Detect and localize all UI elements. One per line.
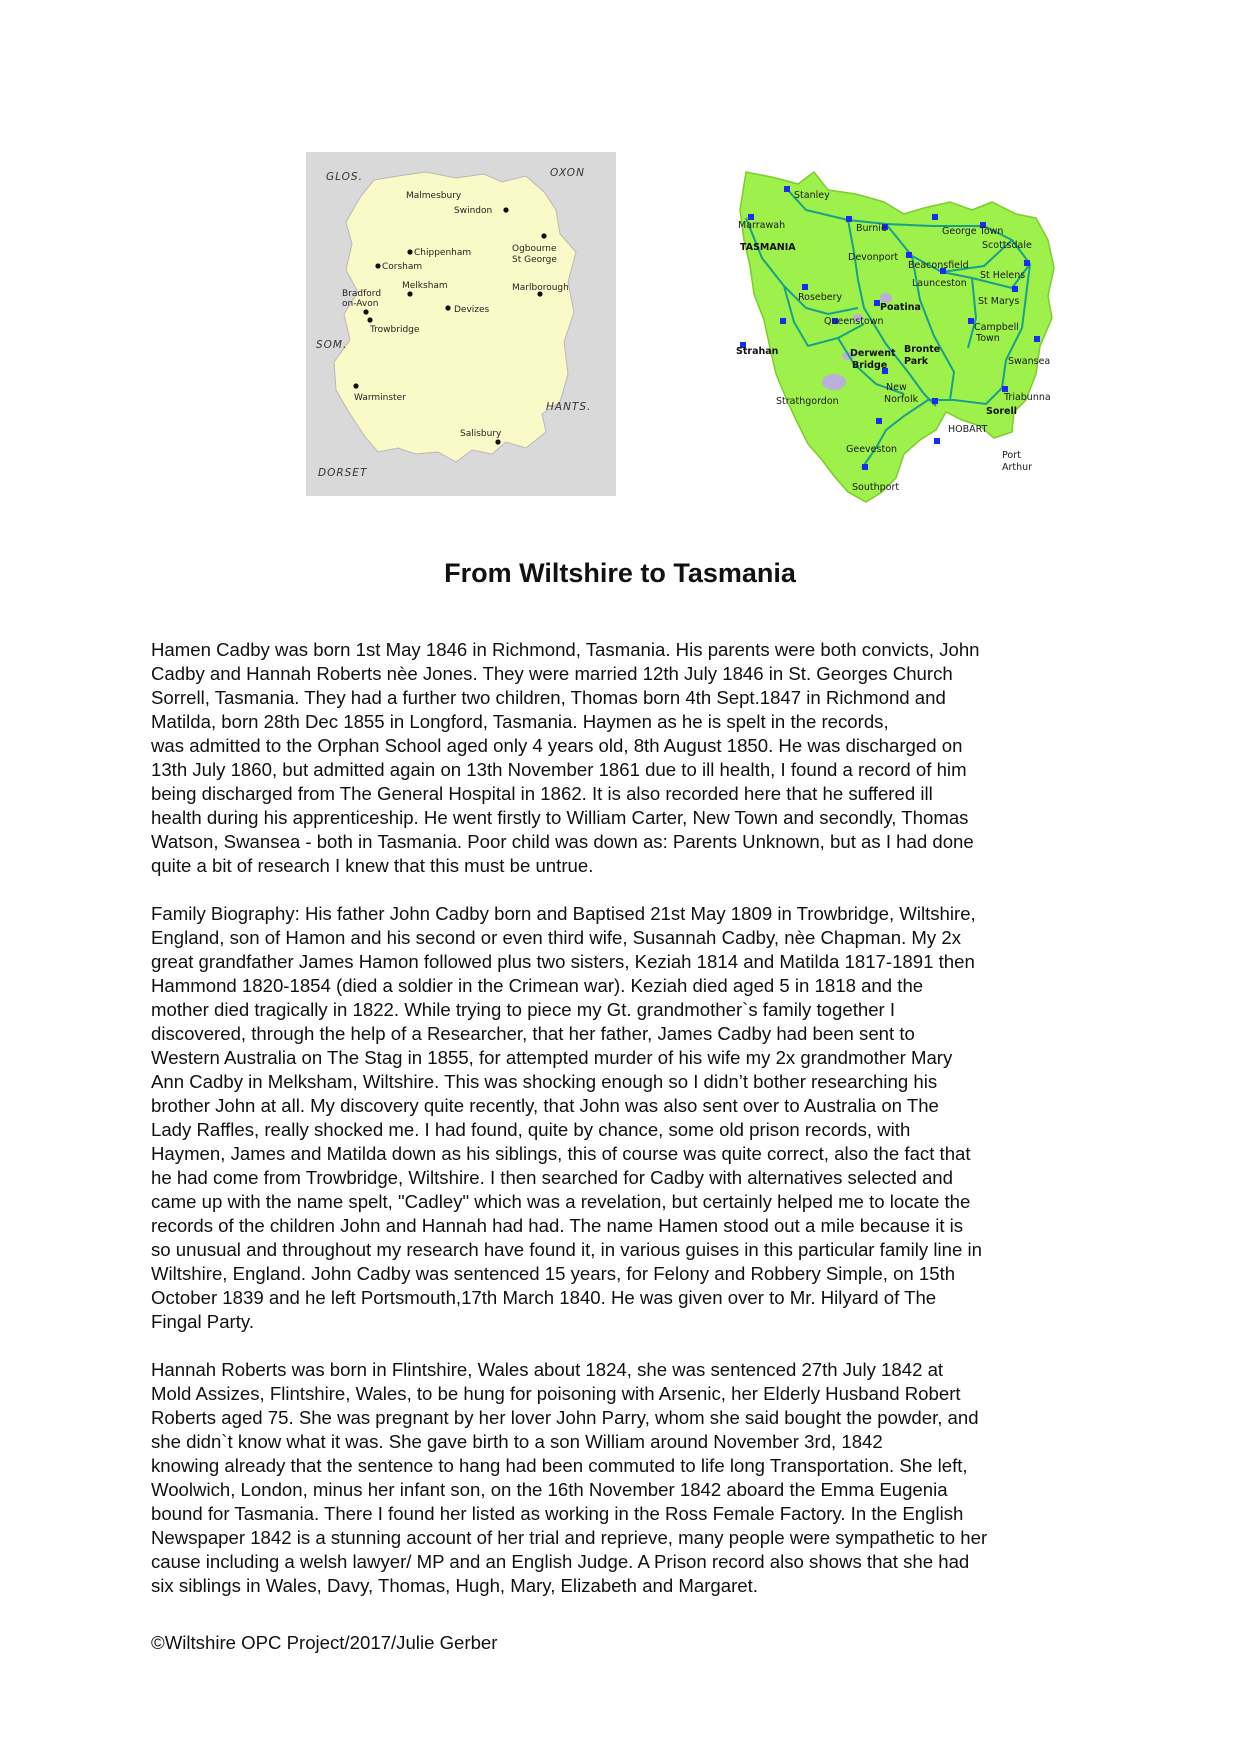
tas-label-swansea: Swansea — [1008, 356, 1051, 367]
town-marker — [906, 252, 912, 258]
town-marker — [862, 464, 868, 470]
tas-label-norfolk: Norfolk — [884, 394, 919, 405]
town-marker — [784, 186, 790, 192]
text-line: brother John at all. My discovery quite recently, that John was also sent over to Australia on The — [151, 1095, 939, 1116]
town-label-malmesbury: Malmesbury — [406, 191, 462, 201]
town-label-warminster: Warminster — [354, 393, 406, 403]
tas-label-new: New — [886, 382, 907, 393]
town-label-salisbury: Salisbury — [460, 429, 502, 439]
tas-label-port: Port — [1002, 450, 1021, 461]
text-line: mother died tragically in 1822. While trying to piece my Gt. grandmother`s family together I — [151, 999, 896, 1020]
town-label-bradford: Bradford — [342, 289, 382, 299]
tas-label-scottsdale: Scottsdale — [982, 240, 1032, 251]
tasmania-map — [736, 168, 1066, 508]
text-line: Matilda, born 28th Dec 1855 in Longford, Tasmania. Haymen as he is spelt in the records, — [151, 711, 889, 732]
tas-label-queenstown: Queenstown — [824, 316, 884, 327]
text-line: records of the children John and Hannah had had. The name Hamen stood out a mile because it is — [151, 1215, 964, 1236]
text-line: October 1839 and he left Portsmouth,17th March 1840. He was given over to Mr. Hilyard of The — [151, 1287, 937, 1308]
tas-label-arthur: Arthur — [1002, 462, 1033, 473]
text-line: was admitted to the Orphan School aged only 4 years old, 8th August 1850. He was discharged on — [151, 735, 963, 756]
town-dot-bradford — [363, 309, 368, 314]
region-label-oxon: OXON — [550, 167, 585, 179]
tas-label-town: Town — [976, 333, 1000, 344]
tas-label-bridge: Bridge — [852, 360, 888, 371]
tas-label-burnie: Burnie — [856, 223, 887, 234]
town-marker — [1024, 260, 1030, 266]
town-dot-trowbridge — [367, 317, 372, 322]
tas-label-stanley: Stanley — [794, 190, 830, 201]
town-dot-melksham — [407, 291, 412, 296]
town-marker — [846, 216, 852, 222]
text-line: Western Australia on The Stag in 1855, for attempted murder of his wife my 2x grandmother Mary — [151, 1047, 953, 1068]
tasmania-map-title: TASMANIA — [740, 242, 796, 253]
town-label-chippenham: Chippenham — [414, 248, 472, 258]
tas-label-marrawah: Marrawah — [738, 220, 786, 231]
tas-label-park: Park — [904, 356, 929, 367]
tas-label-st-marys: St Marys — [978, 296, 1020, 307]
tas-label-geeveston: Geeveston — [846, 444, 898, 455]
town-marker — [780, 318, 786, 324]
tas-label-poatina: Poatina — [880, 302, 921, 313]
text-line: Wiltshire, England. John Cadby was sentenced 15 years, for Felony and Robbery Simple, on 15th — [151, 1263, 956, 1284]
paragraph-family-biography — [151, 902, 1101, 1334]
text-line: discovered, through the help of a Researcher, that her father, James Cadby had been sent to — [151, 1023, 915, 1044]
text-line: Cadby and Hannah Roberts nèe Jones. They were married 12th July 1846 in St. Georges Church — [151, 663, 953, 684]
town-marker — [934, 438, 940, 444]
town-dot-devizes — [445, 305, 450, 310]
text-line: Sorrell, Tasmania. They had a further two children, Thomas born 4th Sept.1847 in Richmond and — [151, 687, 946, 708]
town-dot-ogbourne — [541, 233, 546, 238]
tas-label-george-town: George Town — [942, 226, 1004, 237]
region-label-hants: HANTS. — [546, 401, 592, 413]
text-line: great grandfather James Hamon followed plus two sisters, Keziah 1814 and Matilda 1817-1891 then — [151, 951, 975, 972]
text-line: she didn`t know what it was. She gave birth to a son William around November 3rd, 1842 — [151, 1431, 883, 1452]
text-line: Fingal Party. — [151, 1311, 254, 1332]
tas-label-beaconsfield: Beaconsfield — [908, 260, 969, 271]
text-line: England, son of Hamon and his second or even third wife, Susannah Cadby, nèe Chapman. My 2x — [151, 927, 961, 948]
text-line: came up with the name spelt, "Cadley" which was a revelation, but certainly helped me to locate the — [151, 1191, 971, 1212]
text-line: Newspaper 1842 is a stunning account of her trial and reprieve, many people were sympathetic to her — [151, 1527, 988, 1548]
tas-label-bronte: Bronte — [904, 344, 941, 355]
text-line: Roberts aged 75. She was pregnant by her lover John Parry, whom she said bought the powder, and — [151, 1407, 979, 1428]
wiltshire-map — [306, 152, 616, 496]
text-line: Hannah Roberts was born in Flintshire, Wales about 1824, she was sentenced 27th July 1842 at — [151, 1359, 944, 1380]
town-label-trowbridge: Trowbridge — [370, 325, 420, 335]
tas-label-devonport: Devonport — [848, 252, 899, 263]
town-label-corsham: Corsham — [382, 262, 423, 272]
tas-label-strathgordon: Strathgordon — [776, 396, 839, 407]
tas-label-strahan: Strahan — [736, 346, 779, 357]
town-marker — [932, 214, 938, 220]
lake-shape — [822, 374, 846, 390]
town-label-on-avon: on-Avon — [342, 299, 379, 309]
text-line: Hamen Cadby was born 1st May 1846 in Richmond, Tasmania. His parents were both convicts, John — [151, 639, 980, 660]
text-line: being discharged from The General Hospital in 1862. It is also recorded here that he suffered ill — [151, 783, 933, 804]
tas-label-rosebery: Rosebery — [798, 292, 843, 303]
region-label-som: SOM. — [316, 339, 348, 351]
tas-label-campbell: Campbell — [974, 322, 1019, 333]
town-label-swindon: Swindon — [454, 206, 493, 216]
town-marker — [876, 418, 882, 424]
town-dot-chippenham — [407, 249, 412, 254]
text-line: so unusual and throughout my research have found it, in various guises in this particular family line in — [151, 1239, 982, 1260]
region-label-glos: GLOS. — [326, 171, 363, 183]
text-line: Family Biography: His father John Cadby born and Baptised 21st May 1809 in Trowbridge, Wiltshire, — [151, 903, 976, 924]
text-line: knowing already that the sentence to hang had been commuted to life long Transportation. She left, — [151, 1455, 968, 1476]
text-line: 13th July 1860, but admitted again on 13th November 1861 due to ill health, I found a record of him — [151, 759, 967, 780]
paragraph-hannah-roberts — [151, 1358, 1101, 1598]
tas-label-st-helens: St Helens — [980, 270, 1026, 281]
region-label-dorset: DORSET — [318, 467, 368, 479]
town-label-marlborough: Marlborough — [512, 283, 569, 293]
town-dot-corsham — [375, 263, 380, 268]
text-line: he had come from Trowbridge, Wiltshire. I then searched for Cadby with alternatives selected and — [151, 1167, 953, 1188]
copyright-footer: ©Wiltshire OPC Project/2017/Julie Gerber — [151, 1632, 498, 1653]
town-dot-salisbury — [495, 439, 500, 444]
text-line: Woolwich, London, minus her infant son, on the 16th November 1842 aboard the Emma Eugenia — [151, 1479, 948, 1500]
text-line: Watson, Swansea - both in Tasmania. Poor child was down as: Parents Unknown, but as I had done — [151, 831, 974, 852]
text-line: Haymen, James and Matilda down as his siblings, this of course was quite correct, also the fact that — [151, 1143, 971, 1164]
tas-label-sorell: Sorell — [986, 406, 1018, 417]
town-dot-swindon — [503, 207, 508, 212]
tas-label-triabunna: Triabunna — [1004, 392, 1051, 403]
town-label-devizes: Devizes — [454, 305, 490, 315]
paragraph-hamen-cadby — [151, 638, 1101, 878]
town-marker — [932, 398, 938, 404]
town-marker — [1012, 286, 1018, 292]
town-label-ogbourne: Ogbourne — [512, 244, 557, 254]
text-line: cause including a welsh lawyer/ MP and an English Judge. A Prison record also shows that she had — [151, 1551, 970, 1572]
tas-label-derwent: Derwent — [850, 348, 896, 359]
tas-label-southport: Southport — [852, 482, 900, 493]
page-title: From Wiltshire to Tasmania — [444, 558, 796, 588]
tas-label-launceston: Launceston — [912, 278, 967, 289]
town-dot-warminster — [353, 383, 358, 388]
town-marker — [1034, 336, 1040, 342]
text-line: Lady Raffles, really shocked me. I had found, quite by chance, some old prison records, with — [151, 1119, 911, 1140]
town-marker — [802, 284, 808, 290]
text-line: bound for Tasmania. There I found her listed as working in the Ross Female Factory. In the English — [151, 1503, 964, 1524]
text-line: health during his apprenticeship. He went firstly to William Carter, New Town and secondly, Thomas — [151, 807, 969, 828]
text-line: Mold Assizes, Flintshire, Wales, to be hung for poisoning with Arsenic, her Elderly Husband Robert — [151, 1383, 961, 1404]
tas-label-hobart: HOBART — [948, 424, 988, 435]
text-line: six siblings in Wales, Davy, Thomas, Hugh, Mary, Elizabeth and Margaret. — [151, 1575, 758, 1596]
town-label-st-george: St George — [512, 255, 557, 265]
town-label-melksham: Melksham — [402, 281, 448, 291]
text-line: Ann Cadby in Melksham, Wiltshire. This was shocking enough so I didn’t bother researching his — [151, 1071, 938, 1092]
text-line: quite a bit of research I knew that this must be untrue. — [151, 855, 594, 876]
text-line: Hammond 1820-1854 (died a soldier in the Crimean war). Keziah died aged 5 in 1818 and the — [151, 975, 924, 996]
